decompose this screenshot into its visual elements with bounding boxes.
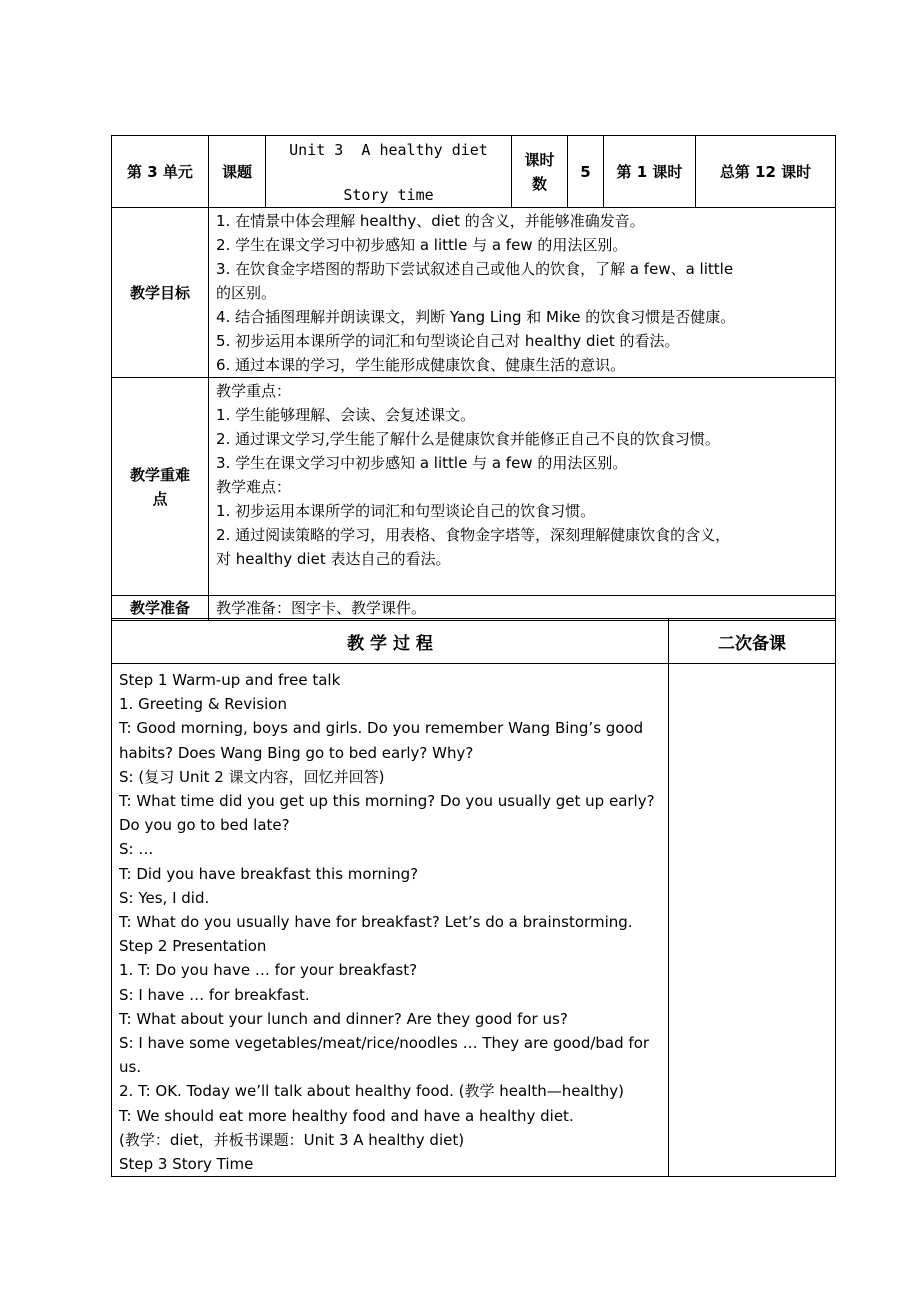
- preparation-text: 教学准备：图字卡、教学课件。: [209, 596, 836, 621]
- process-line: S: Yes, I did.: [119, 888, 210, 907]
- process-line: S: I have … for breakfast.: [119, 985, 310, 1004]
- preparation-label: 教学准备: [112, 596, 209, 621]
- objective-line: 6. 通过本课的学习，学生能形成健康饮食、健康生活的意识。: [216, 356, 626, 374]
- process-line: 1. Greeting & Revision: [119, 695, 287, 714]
- process-line: T: What time did you get up this morning? Do you usually get up early?: [119, 792, 655, 811]
- lesson-cell: 第 1 课时: [604, 136, 696, 208]
- keypoints-content: [209, 378, 836, 596]
- unit-cell: 第 3 单元: [112, 136, 209, 208]
- objective-line: 1. 在情景中体会理解 healthy、diet 的含义，并能够准确发音。: [216, 212, 645, 230]
- keypoint-line: 2. 通过课文学习,学生能了解什么是健康饮食并能修正自己不良的饮食习惯。: [216, 430, 720, 448]
- process-table: [111, 618, 836, 1177]
- process-content: [112, 664, 669, 1177]
- process-line: Step 3 Story Time: [119, 1155, 254, 1174]
- keypoint-line: 2. 通过阅读策略的学习，用表格、食物金字塔等，深刻理解健康饮食的含义，: [216, 526, 731, 544]
- process-line: Step 2 Presentation: [119, 937, 267, 956]
- process-line: T: What about your lunch and dinner? Are they good for us?: [119, 1009, 568, 1028]
- process-title: 教 学 过 程: [112, 619, 669, 664]
- objectives-content: [209, 208, 836, 378]
- keypoint-line: 3. 学生在课文学习中初步感知 a little 与 a few 的用法区别。: [216, 454, 628, 472]
- process-line: us.: [119, 1058, 142, 1077]
- process-line: T: Good morning, boys and girls. Do you remember Wang Bing’s good: [119, 719, 644, 738]
- topic-line-2: Story time: [343, 186, 434, 204]
- process-side-title: 二次备课: [669, 619, 836, 664]
- keypoints-label-line-2: 点: [152, 489, 168, 508]
- periods-value: 5: [568, 136, 604, 208]
- keypoint-line: 教学难点：: [216, 478, 292, 496]
- keypoints-label-line-1: 教学重难: [129, 465, 190, 484]
- topic-label: 课题: [209, 136, 266, 208]
- objective-line: 5. 初步运用本课所学的词汇和句型谈论自己对 healthy diet 的看法。: [216, 332, 680, 350]
- keypoint-line: 教学重点：: [216, 382, 292, 400]
- keypoint-line: 1. 初步运用本课所学的词汇和句型谈论自己的饮食习惯。: [216, 502, 596, 520]
- periods-label-text: 课时数: [524, 150, 555, 193]
- process-line: Do you go to bed late?: [119, 816, 290, 835]
- process-line: habits? Does Wang Bing go to bed early? Why?: [119, 743, 474, 762]
- keypoint-line: 1. 学生能够理解、会读、会复述课文。: [216, 406, 476, 424]
- second-preparation-notes: [669, 664, 836, 1177]
- process-line: S: I have some vegetables/meat/rice/noodles … They are good/bad for: [119, 1034, 650, 1053]
- lesson-info-table: [111, 135, 836, 621]
- topic-line-1: Unit 3 A healthy diet: [289, 141, 488, 159]
- process-line: S: (复习 Unit 2 课文内容，回忆并回答): [119, 767, 385, 786]
- process-line: (教学：diet，并板书课题：Unit 3 A healthy diet): [119, 1130, 465, 1149]
- periods-label: [512, 136, 568, 208]
- objective-line: 4. 结合插图理解并朗读课文，判断 Yang Ling 和 Mike 的饮食习惯是否健康。: [216, 308, 736, 326]
- process-line: T: We should eat more healthy food and have a healthy diet.: [119, 1106, 574, 1125]
- objectives-label: 教学目标: [112, 208, 209, 378]
- process-line: T: What do you usually have for breakfast? Let’s do a brainstorming.: [119, 913, 633, 932]
- keypoint-line: 对 healthy diet 表达自己的看法。: [216, 550, 451, 568]
- total-cell: 总第 12 课时: [696, 136, 836, 208]
- objective-line: 的区别。: [216, 284, 277, 302]
- process-line: Step 1 Warm-up and free talk: [119, 671, 341, 689]
- objective-line: 3. 在饮食金字塔图的帮助下尝试叙述自己或他人的饮食，了解 a few、a little: [216, 260, 734, 278]
- topic-title: [266, 136, 512, 208]
- process-line: S: …: [119, 840, 154, 859]
- keypoints-label: [112, 378, 209, 596]
- process-line: 2. T: OK. Today we’ll talk about healthy food. (教学 health—healthy): [119, 1082, 624, 1101]
- process-line: 1. T: Do you have … for your breakfast?: [119, 961, 418, 980]
- objective-line: 2. 学生在课文学习中初步感知 a little 与 a few 的用法区别。: [216, 236, 628, 254]
- process-line: T: Did you have breakfast this morning?: [119, 864, 419, 883]
